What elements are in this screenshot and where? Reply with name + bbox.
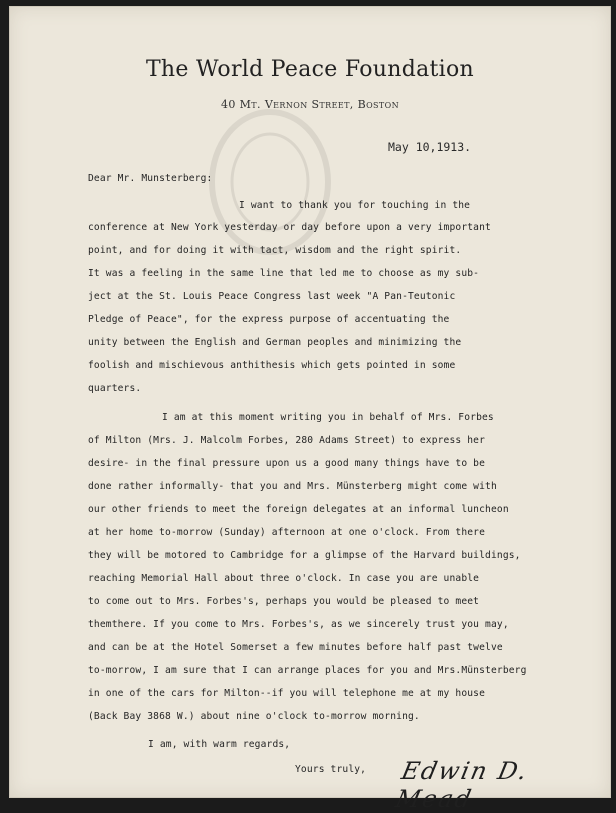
body-line: done rather informally- that you and Mrs. Münsterberg might come with bbox=[88, 481, 497, 492]
closing-line: I am, with warm regards, bbox=[148, 739, 291, 750]
body-line: point, and for doing it with tact, wisdom and the right spirit. bbox=[88, 245, 462, 256]
body-line: and can be at the Hotel Somerset a few minutes before half past twelve bbox=[88, 642, 503, 653]
body-line: It was a feeling in the same line that led me to choose as my sub- bbox=[88, 268, 480, 279]
body-line: in one of the cars for Milton--if you will telephone me at my house bbox=[88, 688, 486, 699]
watermark-seal-icon bbox=[205, 107, 335, 257]
handwritten-signature: Edwin D. Mead bbox=[393, 757, 532, 813]
letterhead-address bbox=[10, 98, 610, 111]
body-line: unity between the English and German peoples and minimizing the bbox=[88, 337, 462, 348]
body-line: they will be motored to Cambridge for a glimpse of the Harvard buildings, bbox=[88, 550, 521, 561]
body-line: quarters. bbox=[88, 383, 142, 394]
letter-date: May 10,1913. bbox=[388, 140, 472, 154]
body-line: of Milton (Mrs. J. Malcolm Forbes, 280 Adams Street) to express her bbox=[88, 435, 486, 446]
body-line: foolish and mischievous anthithesis which gets pointed in some bbox=[88, 360, 456, 371]
body-line: themthere. If you come to Mrs. Forbes's, as we sincerely trust you may, bbox=[88, 619, 509, 630]
letterhead-title: The World Peace Foundation bbox=[145, 57, 475, 82]
body-line: our other friends to meet the foreign delegates at an informal luncheon bbox=[88, 504, 509, 515]
body-line: Pledge of Peace", for the express purpose of accentuating the bbox=[88, 314, 450, 325]
valediction: Yours truly, bbox=[295, 764, 367, 775]
body-line: conference at New York yesterday or day before upon a very important bbox=[88, 222, 491, 233]
body-line: reaching Memorial Hall about three o'clock. In case you are unable bbox=[88, 573, 480, 584]
salutation: Dear Mr. Munsterberg: bbox=[88, 173, 213, 184]
body-line: (Back Bay 3868 W.) about nine o'clock to-morrow morning. bbox=[88, 711, 420, 722]
letter-page bbox=[9, 6, 611, 813]
address-text: 40 Mt. Vernon Street, Boston bbox=[220, 98, 400, 111]
body-line: I want to thank you for touching in the bbox=[239, 200, 471, 211]
body-line: at her home to-morrow (Sunday) afternoon at one o'clock. From there bbox=[88, 527, 486, 538]
body-line: ject at the St. Louis Peace Congress last week "A Pan-Teutonic bbox=[88, 291, 456, 302]
body-line: to come out to Mrs. Forbes's, perhaps you would be pleased to meet bbox=[88, 596, 480, 607]
body-line: to-morrow, I am sure that I can arrange places for you and Mrs.Münsterberg bbox=[88, 665, 527, 676]
body-line: I am at this moment writing you in behalf of Mrs. Forbes bbox=[162, 412, 494, 423]
body-line: desire- in the final pressure upon us a good many things have to be bbox=[88, 458, 486, 469]
